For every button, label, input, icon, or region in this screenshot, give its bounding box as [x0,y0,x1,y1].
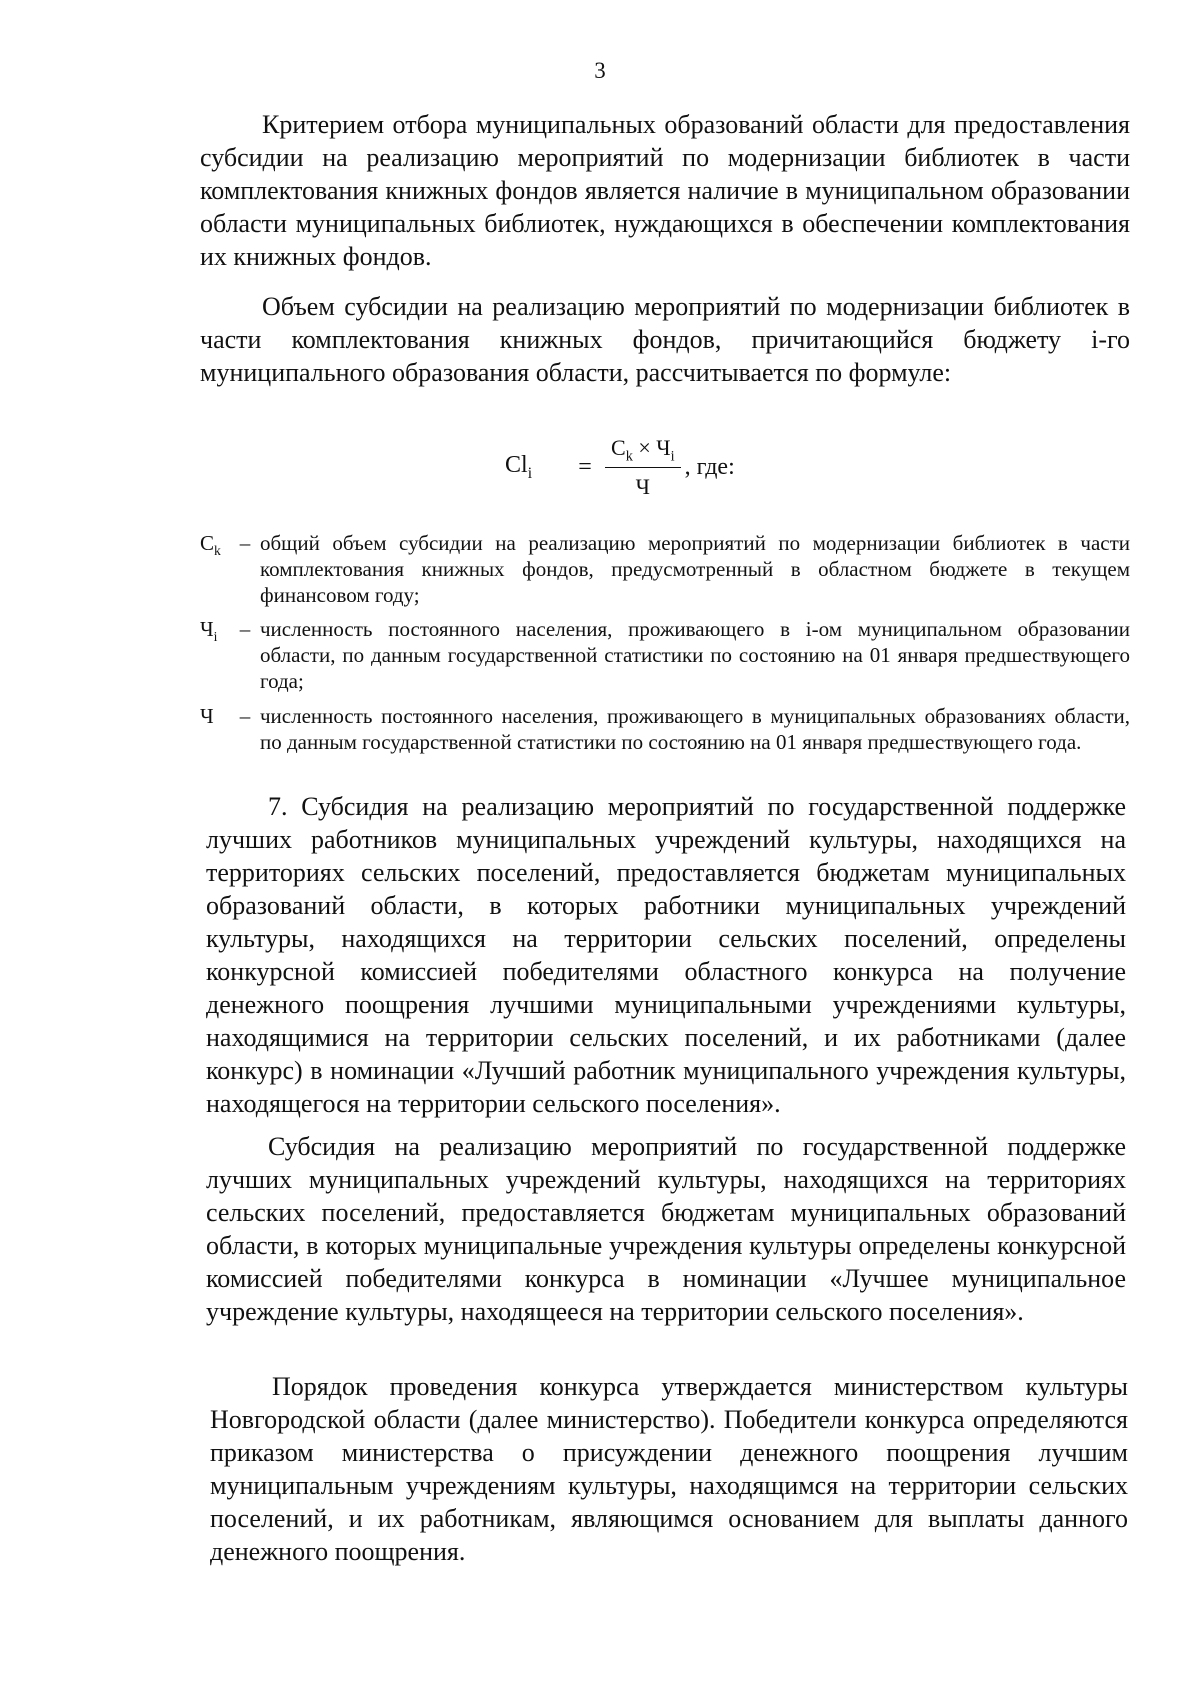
definition-symbol: $Ч_i$ [200,617,218,645]
paragraph-best-institutions-subsidy: Субсидия на реализацию мероприятий по государственной поддержке лучших муниципальных учреждений культуры, находящихся на территориях сельских поселений, предоставляется бюджетам муниципальных образований области, в которых муниципальные учреждения культуры определены конкурсной комиссией победителями конкурса в номинации «Лучшее муниципальное учреждение культуры, находящееся на территории сельского поселения». [206,1132,1126,1326]
definition-dash: – [239,617,251,641]
definition-dash: – [239,531,251,555]
formula-equals: = [578,454,592,481]
formula-numerator: $C_k \times Ч_i$ [605,435,681,468]
definition-ck [200,530,1130,608]
formula-denominator: Ч [635,474,650,500]
formula-tail: , где: [684,454,735,481]
definition-text: общий объем субсидии на реализацию мероприятий по модернизации библиотек в части комплектования книжных фондов, предусмотренный в областном бюджете в текущем финансовом году; [260,531,1130,607]
definition-text: численность постоянного населения, проживающего в муниципальных образованиях области, по данным государственной статистики по состоянию на 01 января предшествующего года. [260,704,1130,754]
definition-dash: – [239,704,251,728]
definition-ch [200,703,1130,755]
paragraph-selection-criteria: Критерием отбора муниципальных образований области для предоставления субсидии на реализацию мероприятий по модернизации библиотек в части комплектования книжных фондов является наличие в муниципальном образовании области муниципальных библиотек, нуждающихся в обеспечении комплектования их книжных фондов. [200,110,1130,271]
definition-symbol: $C_k$ [200,531,221,559]
formula-fraction [605,435,681,500]
definition-text: численность постоянного населения, проживающего в i-ом муниципальном образовании области, по данным государственной статистики по состоянию на 01 января предшествующего года; [260,617,1130,693]
definition-chi [200,616,1130,694]
definition-symbol: Ч [200,704,214,728]
page-number: 3 [594,58,606,83]
formula-lhs: $Cl_i$ [505,452,533,483]
paragraph-subsidy-volume: Объем субсидии на реализацию мероприятий по модернизации библиотек в части комплектования книжных фондов, причитающийся бюджету i-го муниципального образования области, рассчитывается по формуле: [200,292,1130,387]
paragraph-best-workers-subsidy: 7. Субсидия на реализацию мероприятий по государственной поддержке лучших работников муниципальных учреждений культуры, находящихся на территориях сельских поселений, предоставляется бюджетам муниципальных образований области, в которых работники муниципальных учреждений культуры, находящихся на территории сельских поселений, определены конкурсной комиссией победителями областного конкурса на получение денежного поощрения лучшими муниципальными учреждениями культуры, находящимися на территории сельских поселений, и их работниками (далее конкурс) в номинации «Лучший работник муниципального учреждения культуры, находящегося на территории сельского поселения». [206,792,1126,1118]
paragraph-contest-procedure: Порядок проведения конкурса утверждается министерством культуры Новгородской области (далее министерство). Победители конкурса определяются приказом министерства о присуждении денежного поощрения лучшим муниципальным учреждениям культуры, находящимся на территории сельских поселений, и их работникам, являющимся основанием для выплаты данного денежного поощрения. [210,1372,1128,1566]
subsidy-formula [505,435,735,500]
